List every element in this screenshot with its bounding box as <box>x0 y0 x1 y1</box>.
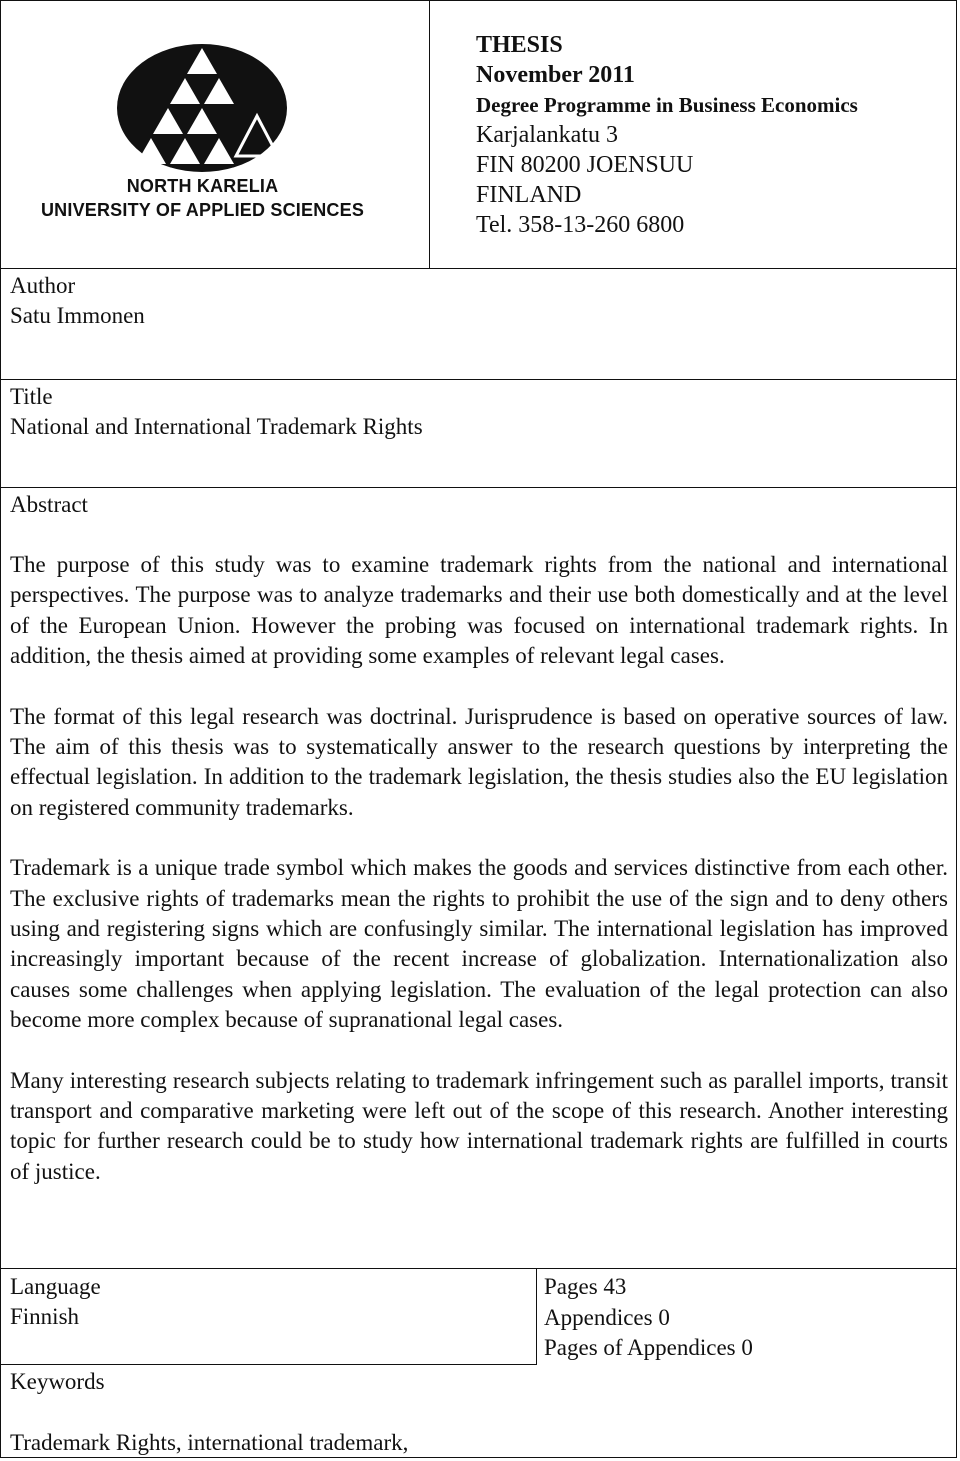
rule-abstract <box>0 487 957 488</box>
document-date: November 2011 <box>476 62 635 88</box>
pages-count: Pages 43 <box>544 1274 627 1299</box>
triangle-emblem-icon <box>30 42 375 172</box>
thesis-title: National and International Trademark Rights <box>10 414 423 439</box>
abstract-paragraph: The format of this legal research was doctrinal. Jurisprudence is based on operative sources of law. The aim of this thesis was to systematically answer to the research questions by interpreting the effectual legislation. In addition to the trademark legislation, the thesis studies also the EU legislation on registered community trademarks. <box>10 703 948 820</box>
postal-address: FIN 80200 JOENSUU <box>476 152 694 178</box>
street-address: Karjalankatu 3 <box>476 122 618 148</box>
institution-header <box>476 30 858 240</box>
abstract-paragraph: The purpose of this study was to examine trademark rights from the national and international perspectives. The purpose was to analyze trademarks and their use both domestically and at the level of the European Union. However the probing was focused on international trademark rights. In addition, the thesis aimed at providing some examples of relevant legal cases. <box>10 552 948 668</box>
language-label: Language <box>10 1274 101 1299</box>
phone-number: Tel. 358-13-260 6800 <box>476 212 685 238</box>
keywords-label: Keywords <box>10 1369 105 1394</box>
rule-keywords <box>0 1364 537 1365</box>
rule-author <box>0 268 957 269</box>
logo-line-2: UNIVERSITY OF APPLIED SCIENCES <box>40 200 365 220</box>
country: FINLAND <box>476 182 582 208</box>
abstract-body <box>10 550 948 1187</box>
degree-programme: Degree Programme in Business Economics <box>476 93 858 117</box>
author-name: Satu Immonen <box>10 303 145 328</box>
document-type: THESIS <box>476 32 563 58</box>
keywords-value: Trademark Rights, international trademark, <box>10 1430 409 1455</box>
abstract-paragraph: Trademark is a unique trade symbol which makes the goods and services distinctive from each other. The exclusive rights of trademarks mean the rights to prohibit the use of the sign and to deny others using and registering signs which are confusingly similar. The international legislation has improved increasingly important because of the recent increase of globalization. Internationalization also causes some challenges when applying legislation. The evaluation of the legal protection can also become more complex because of supranational legal cases. <box>10 855 948 1032</box>
header-divider <box>429 0 430 268</box>
language-pages-divider <box>536 1268 537 1364</box>
page-counts <box>544 1272 753 1364</box>
logo-line-1: NORTH KARELIA <box>126 176 279 196</box>
author-label: Author <box>10 273 76 298</box>
language-value: Finnish <box>10 1304 80 1329</box>
abstract-paragraph: Many interesting research subjects relating to trademark infringement such as parallel imports, transit transport and comparative marketing were left out of the scope of this research. Another interesting topic for further research could be to study how international trademark rights are fulfilled in courts of justice. <box>10 1067 948 1184</box>
university-logo <box>30 42 375 222</box>
abstract-label: Abstract <box>10 492 88 517</box>
title-label: Title <box>10 384 53 409</box>
rule-language <box>0 1268 957 1269</box>
appendix-pages-count: Pages of Appendices 0 <box>544 1335 753 1360</box>
rule-title <box>0 379 957 380</box>
appendices-count: Appendices 0 <box>544 1304 670 1330</box>
